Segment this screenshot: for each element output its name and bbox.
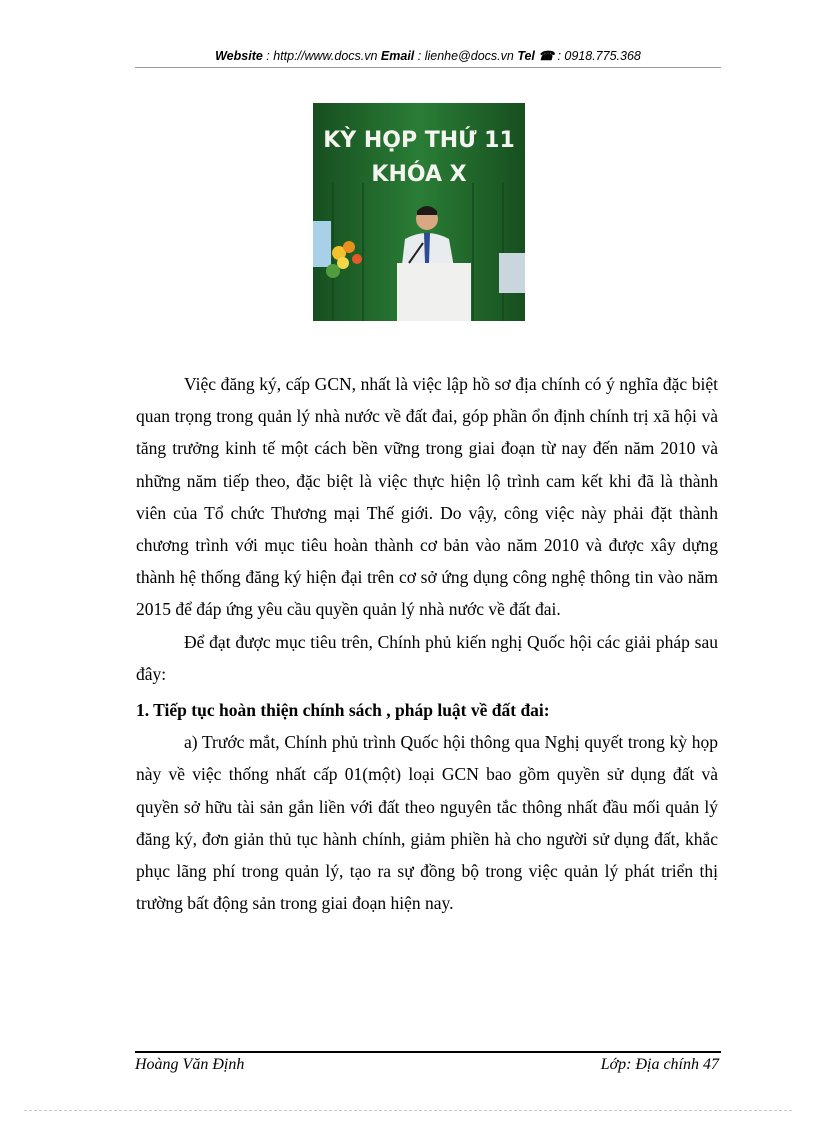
tel-value: : 0918.775.368 bbox=[553, 49, 641, 63]
session-photo bbox=[313, 103, 525, 321]
email-label: Email bbox=[380, 49, 415, 63]
banner-line-2: KHÓA X bbox=[371, 162, 467, 187]
footer-rule bbox=[135, 1051, 721, 1053]
header-rule bbox=[135, 67, 721, 68]
paragraph-3: a) Trước mắt, Chính phủ trình Quốc hội thông qua Nghị quyết trong kỳ họp này về việc thống nhất cấp 01(một) loại GCN bao gồm quyền sử dụng đất và quyền sở hữu tài sản gắn liền với đất theo nguyên tắc thông nhất đầu mối quản lý đăng ký, đơn giản thủ tục hành chính, giảm phiền hà cho người sử dụng đất, khắc phục lãng phí trong quản lý, tạo ra sự đồng bộ trong việc quản lý phát triển thị trường bất động sản trong giai đoạn hiện nay. bbox=[136, 732, 718, 914]
screen-left bbox=[313, 221, 331, 267]
website-label: Website bbox=[215, 49, 263, 63]
tel-label: Tel bbox=[517, 49, 535, 63]
document-body bbox=[136, 368, 718, 919]
paragraph-2: Để đạt được mục tiêu trên, Chính phủ kiến nghị Quốc hội các giải pháp sau đây: bbox=[136, 631, 718, 684]
page-edge bbox=[24, 1110, 792, 1111]
phone-icon: ☎ bbox=[538, 49, 554, 63]
paragraph-1: Việc đăng ký, cấp GCN, nhất là việc lập hồ sơ địa chính có ý nghĩa đặc biệt quan trọng trong quản lý nhà nước về đất đai, góp phần ổn định chính trị xã hội và tăng trưởng kinh tế một cách bền vững trong giai đoạn từ nay đến năm 2010 và những năm tiếp theo, đặc biệt là việc thực hiện lộ trình cam kết khi đã là thành viên của Tổ chức Thương mại Thế giới. Do vậy, công việc này phải đặt thành chương trình với mục tiêu hoàn thành cơ bản vào năm 2010 và được xây dựng thành hệ thống đăng ký hiện đại trên cơ sở ứng dụng công nghệ thông tin vào năm 2015 để đáp ứng yêu cầu quyền quản lý nhà nước về đất đai. bbox=[136, 374, 718, 620]
section-heading-1: 1. Tiếp tục hoàn thiện chính sách , pháp luật về đất đai: bbox=[136, 700, 550, 721]
footer-author: Hoàng Văn Định bbox=[135, 1056, 245, 1073]
website-value: : http://www.docs.vn bbox=[262, 49, 381, 63]
page-header bbox=[135, 48, 721, 63]
session-photo-illustration bbox=[313, 103, 525, 321]
banner-line-1: KỲ HỌP THỨ 11 bbox=[323, 128, 515, 153]
footer-class: Lớp: Địa chính 47 bbox=[600, 1056, 719, 1073]
podium bbox=[397, 263, 471, 321]
email-value: : lienhe@docs.vn bbox=[414, 49, 518, 63]
